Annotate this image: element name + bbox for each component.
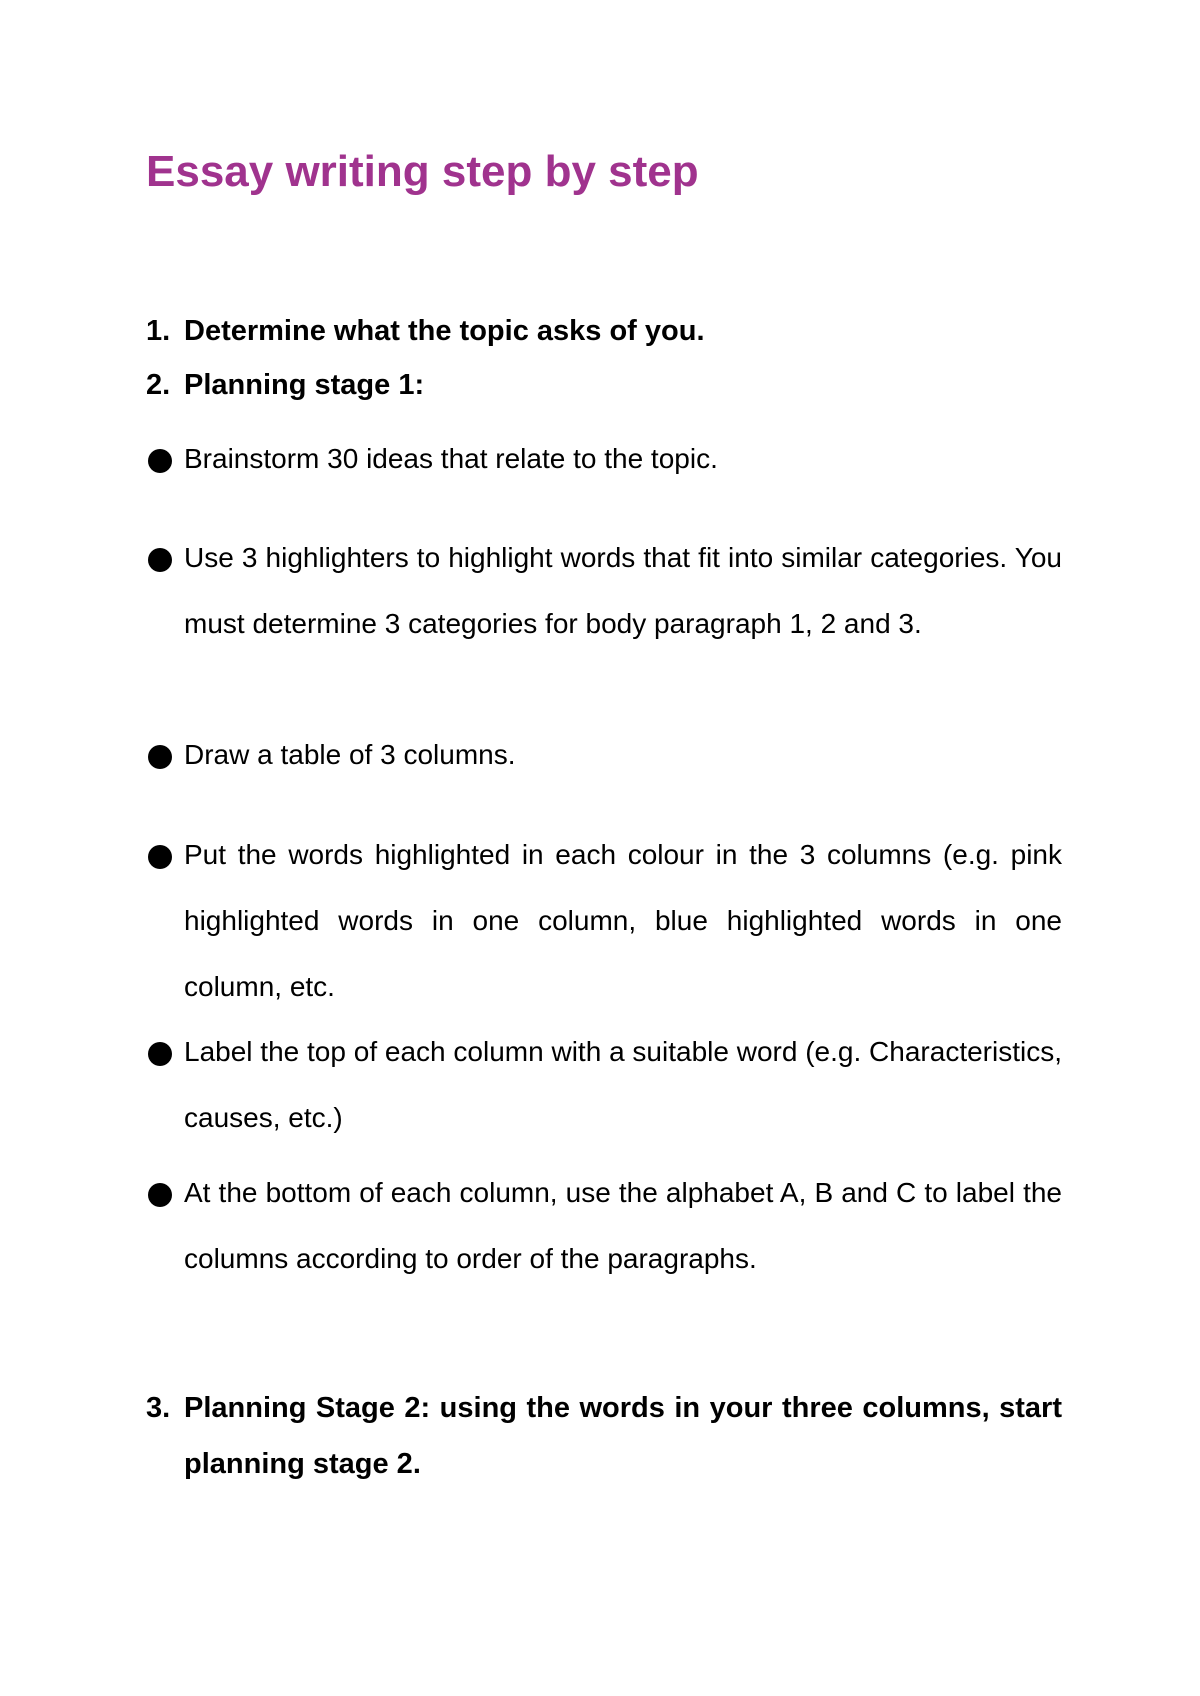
step-number: 3.: [146, 1392, 171, 1424]
step-2: [146, 366, 1062, 404]
bullet-item: [146, 525, 1062, 657]
bullet-item: [146, 1019, 1062, 1151]
step-number: 2.: [146, 369, 171, 401]
bullet-text: Brainstorm 30 ideas that relate to the topic.: [184, 443, 718, 474]
document-title: Essay writing step by step: [146, 147, 699, 196]
bullet-text: Put the words highlighted in each colour in the 3 columns (e.g. pink highlighted words in one column, blue highlighted words in one column, etc.: [184, 839, 1062, 1002]
bullet-dot-icon: [148, 1042, 172, 1066]
bullet-dot-icon: [148, 845, 172, 869]
bullet-text: At the bottom of each column, use the alphabet A, B and C to label the columns according to order of the paragraphs.: [184, 1177, 1062, 1274]
bullet-dot-icon: [148, 745, 172, 769]
bullet-item: [146, 1160, 1062, 1292]
step-text: Planning stage 1:: [184, 369, 425, 401]
bullet-text: Draw a table of 3 columns.: [184, 739, 516, 770]
bullet-dot-icon: [148, 449, 172, 473]
bullet-text: Label the top of each column with a suitable word (e.g. Characteristics, causes, etc.): [184, 1036, 1062, 1133]
bullet-text: Use 3 highlighters to highlight words that fit into similar categories. You must determine 3 categories for body paragraph 1, 2 and 3.: [184, 542, 1062, 639]
bullet-item: [146, 822, 1062, 1020]
bullet-item: [146, 426, 1062, 492]
step-text: Planning Stage 2: using the words in your three columns, start planning stage 2.: [184, 1392, 1062, 1480]
step-number: 1.: [146, 315, 171, 347]
bullet-dot-icon: [148, 1183, 172, 1207]
bullet-item: [146, 722, 1062, 788]
step-text: Determine what the topic asks of you.: [184, 315, 705, 347]
step-1: [146, 312, 1062, 350]
bullet-dot-icon: [148, 548, 172, 572]
step-3: [146, 1380, 1062, 1492]
